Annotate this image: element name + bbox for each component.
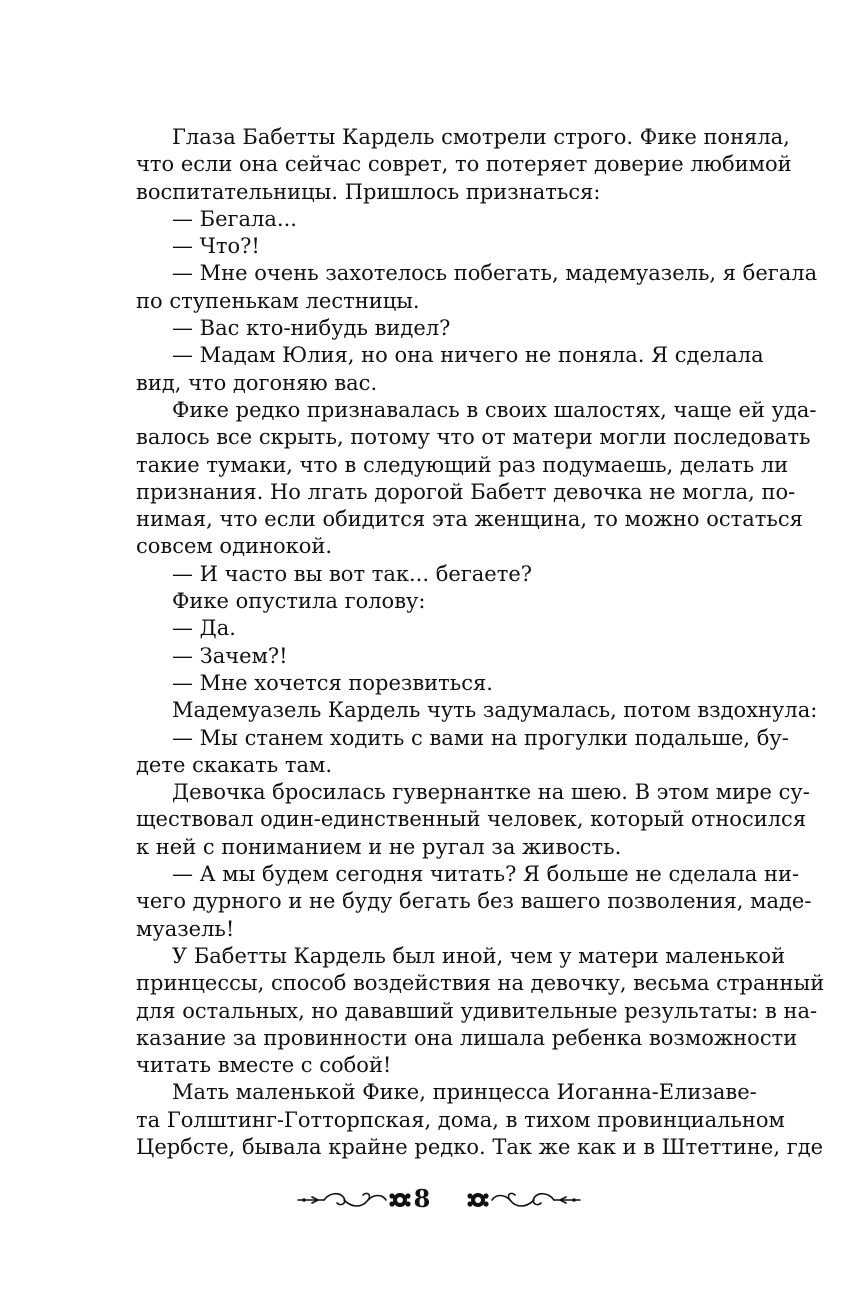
text-line: дете скакать там. xyxy=(136,752,333,777)
text-line: Цербсте, бывала крайне редко. Так же как и в Штеттине, где xyxy=(136,1134,824,1159)
text-line: — А мы будем сегодня читать? Я больше не сделала ни- xyxy=(172,862,800,887)
text-line: Фике редко признавалась в своих шалостях, чаще ей уда- xyxy=(172,397,817,422)
text-line: что если она сейчас соврет, то потеряет доверие любимой xyxy=(136,152,792,177)
page-footer xyxy=(0,1182,844,1218)
text-line: Глаза Бабетты Кардель смотрели строго. Фике поняла, xyxy=(172,125,790,149)
text-line: к ней с пониманием и не ругал за живость. xyxy=(136,834,622,859)
text-line: Мадемуазель Кардель чуть задумалась, потом вздохнула: xyxy=(172,698,818,723)
text-line: — Мадам Юлия, но она ничего не поняла. Я сделала xyxy=(172,343,764,368)
text-line: воспитательницы. Пришлось признаться: xyxy=(136,179,601,204)
text-line: совсем одинокой. xyxy=(136,534,333,559)
text-line: по ступенькам лестницы. xyxy=(136,288,420,313)
body-text xyxy=(136,124,825,1161)
text-line: муазель! xyxy=(136,916,235,941)
page-number: 8 xyxy=(413,1184,431,1213)
flourish-right-icon xyxy=(462,1186,582,1214)
text-line: вид, что догоняю вас. xyxy=(136,370,378,395)
text-line: — Да. xyxy=(172,616,236,641)
text-line: Фике опустила голову: xyxy=(172,589,426,614)
text-line: признания. Но лгать дорогой Бабетт девочка не могла, по- xyxy=(136,479,796,504)
text-line: нимая, что если обидится эта женщина, то можно остаться xyxy=(136,507,803,532)
text-line: — Бегала... xyxy=(172,206,297,231)
text-line: Мать маленькой Фике, принцесса Иоганна-Елизаве- xyxy=(172,1080,757,1105)
text-line: — Мне очень захотелось побегать, мадемуазель, я бегала xyxy=(172,261,818,286)
text-line: У Бабетты Кардель был иной, чем у матери маленькой xyxy=(172,943,786,968)
text-line: Девочка бросилась гувернантке на шею. В этом мире су- xyxy=(172,780,810,805)
text-line: чего дурного и не буду бегать без вашего позволения, маде- xyxy=(136,889,812,914)
text-line: — Что?! xyxy=(172,234,260,259)
text-line: принцессы, способ воздействия на девочку, весьма странный xyxy=(136,971,825,996)
text-line: валось все скрыть, потому что от матери могли последовать xyxy=(136,425,811,450)
text-line: ществовал один-единственный человек, который относился xyxy=(136,807,807,832)
text-line: — Зачем?! xyxy=(172,643,288,668)
text-line: такие тумаки, что в следующий раз подумаешь, делать ли xyxy=(136,452,789,477)
flourish-left-icon xyxy=(296,1186,416,1214)
text-line: — И часто вы вот так... бегаете? xyxy=(172,561,533,586)
text-line: — Мы станем ходить с вами на прогулки подальше, бу- xyxy=(172,725,789,750)
text-line: та Голштинг-Готторпская, дома, в тихом провинциальном xyxy=(136,1107,785,1132)
text-line: казание за провинности она лишала ребенка возможности xyxy=(136,1025,798,1050)
text-line: — Мне хочется порезвиться. xyxy=(172,670,493,695)
text-line: — Вас кто-нибудь видел? xyxy=(172,316,451,341)
text-line: для остальных, но дававший удивительные результаты: в на- xyxy=(136,998,818,1023)
text-line: читать вместе с собой! xyxy=(136,1053,392,1078)
